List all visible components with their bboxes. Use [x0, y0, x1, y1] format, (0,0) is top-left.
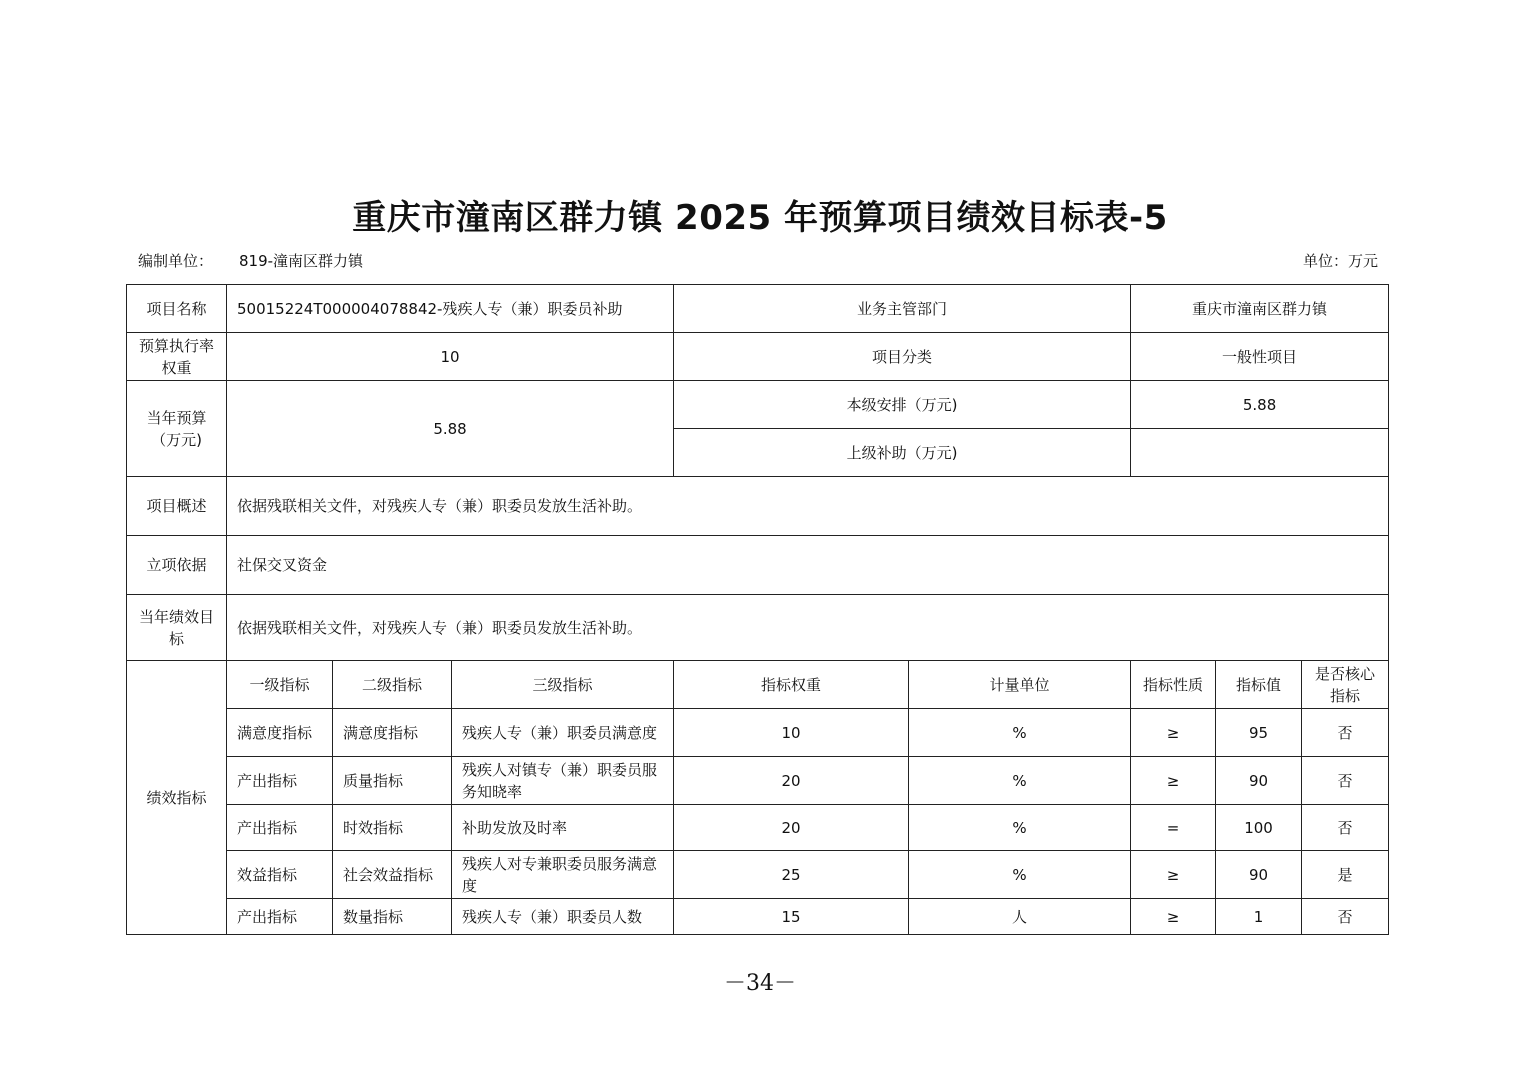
row-core: 否 [1302, 899, 1389, 935]
local-budget-value: 5.88 [1131, 381, 1389, 429]
upper-budget-value [1131, 429, 1389, 477]
row-level3: 残疾人对专兼职委员服务满意度 [452, 851, 674, 899]
page-title: 重庆市潼南区群力镇 2025 年预算项目绩效目标表-5 [352, 198, 1168, 238]
row-value: 1 [1216, 899, 1302, 935]
weight-label: 预算执行率权重 [127, 333, 227, 381]
row-unit: 人 [909, 899, 1131, 935]
page-number: －34－ [724, 971, 796, 996]
row-weight: 10 [674, 709, 909, 757]
header-level3: 三级指标 [452, 661, 674, 709]
row-level1: 满意度指标 [227, 709, 333, 757]
row-weight: 25 [674, 851, 909, 899]
row-core: 否 [1302, 805, 1389, 851]
overview-label: 项目概述 [127, 477, 227, 536]
row-level1: 效益指标 [227, 851, 333, 899]
row-value: 95 [1216, 709, 1302, 757]
row-unit: % [909, 805, 1131, 851]
row-nature: ≥ [1131, 851, 1216, 899]
header-value: 指标值 [1216, 661, 1302, 709]
goal-label: 当年绩效目标 [127, 595, 227, 661]
row-value: 90 [1216, 851, 1302, 899]
row-core: 是 [1302, 851, 1389, 899]
row-level1: 产出指标 [227, 899, 333, 935]
header-level2: 二级指标 [333, 661, 452, 709]
row-level3: 残疾人对镇专（兼）职委员服务知晓率 [452, 757, 674, 805]
compile-unit-value: 819-潼南区群力镇 [239, 252, 364, 270]
category-label: 项目分类 [674, 333, 1131, 381]
performance-table [126, 284, 1389, 935]
table-row [127, 757, 1389, 805]
row-unit: % [909, 757, 1131, 805]
budget-value: 5.88 [227, 381, 674, 477]
upper-budget-label: 上级补助（万元) [674, 429, 1131, 477]
row-level1: 产出指标 [227, 805, 333, 851]
row-level3: 补助发放及时率 [452, 805, 674, 851]
goal-value: 依据残联相关文件，对残疾人专（兼）职委员发放生活补助。 [227, 595, 1389, 661]
basis-value: 社保交叉资金 [227, 536, 1389, 595]
header-nature: 指标性质 [1131, 661, 1216, 709]
overview-value: 依据残联相关文件，对残疾人专（兼）职委员发放生活补助。 [227, 477, 1389, 536]
row-level2: 社会效益指标 [333, 851, 452, 899]
table-row [127, 899, 1389, 935]
row-value: 90 [1216, 757, 1302, 805]
row-level1: 产出指标 [227, 757, 333, 805]
indicators-label: 绩效指标 [127, 661, 227, 935]
dept-label: 业务主管部门 [674, 285, 1131, 333]
row-nature: ≥ [1131, 899, 1216, 935]
basis-label: 立项依据 [127, 536, 227, 595]
table-row [127, 805, 1389, 851]
row-level2: 满意度指标 [333, 709, 452, 757]
row-level2: 质量指标 [333, 757, 452, 805]
row-unit: % [909, 851, 1131, 899]
category-value: 一般性项目 [1131, 333, 1389, 381]
row-core: 否 [1302, 757, 1389, 805]
project-name-label: 项目名称 [127, 285, 227, 333]
row-unit: % [909, 709, 1131, 757]
header-level1: 一级指标 [227, 661, 333, 709]
row-nature: ≥ [1131, 709, 1216, 757]
compile-unit [138, 250, 363, 271]
dept-value: 重庆市潼南区群力镇 [1131, 285, 1389, 333]
row-value: 100 [1216, 805, 1302, 851]
table-row [127, 709, 1389, 757]
local-budget-label: 本级安排（万元) [674, 381, 1131, 429]
row-level3: 残疾人专（兼）职委员满意度 [452, 709, 674, 757]
row-nature: ≥ [1131, 757, 1216, 805]
row-core: 否 [1302, 709, 1389, 757]
compile-unit-label: 编制单位： [138, 252, 214, 270]
row-level2: 时效指标 [333, 805, 452, 851]
project-name-value: 50015224T000004078842-残疾人专（兼）职委员补助 [227, 285, 674, 333]
row-weight: 20 [674, 757, 909, 805]
header-unit: 计量单位 [909, 661, 1131, 709]
weight-value: 10 [227, 333, 674, 381]
header-core: 是否核心指标 [1302, 661, 1389, 709]
currency-unit: 单位：万元 [1302, 252, 1378, 270]
row-level2: 数量指标 [333, 899, 452, 935]
budget-label: 当年预算（万元) [127, 381, 227, 477]
row-weight: 15 [674, 899, 909, 935]
table-row [127, 851, 1389, 899]
header-weight: 指标权重 [674, 661, 909, 709]
row-weight: 20 [674, 805, 909, 851]
row-nature: = [1131, 805, 1216, 851]
row-level3: 残疾人专（兼）职委员人数 [452, 899, 674, 935]
